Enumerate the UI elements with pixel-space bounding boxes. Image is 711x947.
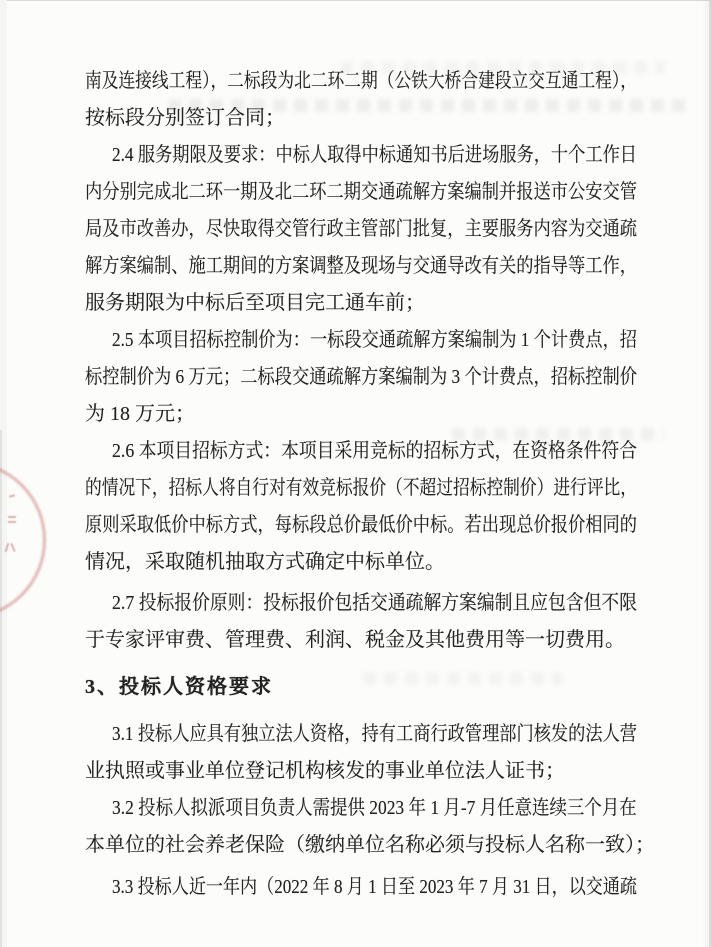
paragraph — [85, 790, 655, 864]
text-line-content: 原则采取低价中标方式，每标段总价最低价中标。若出现总价报价相同的 — [85, 514, 637, 536]
text-line-content: 服务期限为中标后至项目完工通车前； — [85, 292, 425, 314]
section-heading — [85, 669, 637, 706]
text-line-content: 局及市改善办，尽快取得交管行政主管部门批复，主要服务内容为交通疏 — [85, 218, 637, 240]
text-line-content: 3.3 投标人近一年内（2022 年 8 月 1 日至 2023 年 7 月 31 日，以交通疏 — [112, 876, 637, 898]
text-line — [85, 869, 637, 906]
text-line — [85, 137, 637, 174]
paragraph — [85, 63, 637, 137]
text-line-content: 内分别完成北二环一期及北二环二期交通疏解方案编制并报送市公安交管 — [85, 181, 637, 203]
text-line — [85, 433, 637, 470]
text-line — [85, 359, 637, 396]
text-line-content: 本单位的社会养老保险（缴纳单位名称必须与投标人名称一致）； — [85, 834, 655, 856]
text-line — [85, 827, 655, 864]
text-line-content: 按标段分别签订合同； — [85, 107, 285, 129]
text-line-content: 于专家评审费、管理费、利润、税金及其他费用等一切费用。 — [85, 629, 625, 651]
document-text — [85, 63, 655, 906]
text-line — [85, 790, 637, 827]
text-line-content: 南及连接线工程），二标段为北二环二期（公铁大桥合建段立交互通工程）， — [85, 70, 637, 92]
text-line — [85, 100, 637, 137]
text-line — [85, 285, 637, 322]
paragraph — [85, 716, 637, 790]
paragraph — [85, 322, 637, 433]
seal-text-fragment — [8, 516, 16, 518]
text-line — [85, 322, 637, 359]
text-line-content: 2.6 本项目招标方式：本项目采用竞标的招标方式，在资格条件符合 — [112, 440, 637, 462]
text-line-content: 解方案编制、施工期间的方案调整及现场与交通导改有关的指导等工作， — [85, 255, 637, 277]
text-line-content: 2.4 服务期限及要求：中标人取得中标通知书后进场服务，十个工作日 — [112, 144, 637, 166]
text-line-content: 2.5 本项目招标控制价为：一标段交通疏解方案编制为 1 个计费点，招 — [112, 329, 637, 351]
text-line-content: 3、投标人资格要求 — [85, 676, 273, 698]
scan-edge-top — [0, 0, 711, 1]
text-line — [85, 174, 637, 211]
text-line-content: 2.7 投标报价原则：投标报价包括交通疏解方案编制且应包含但不限 — [112, 592, 637, 614]
text-line — [85, 507, 637, 544]
text-line-content: 标控制价为 6 万元；二标段交通疏解方案编制为 3 个计费点，招标控制价 — [85, 366, 637, 388]
text-line-content: 3.2 投标人拟派项目负责人需提供 2023 年 1 月-7 月任意连续三个月在 — [112, 797, 637, 819]
seal-text-fragment — [8, 521, 16, 523]
text-line — [85, 585, 637, 622]
text-line — [85, 753, 637, 790]
text-line — [85, 716, 637, 753]
text-line — [85, 622, 637, 659]
paragraph — [85, 137, 637, 322]
paragraph — [85, 869, 637, 906]
scan-shade-right — [702, 0, 709, 947]
text-line-content: 情况，采取随机抽取方式确定中标单位。 — [85, 551, 445, 573]
paragraph — [85, 585, 637, 659]
text-line-content: 业执照或事业单位登记机构核发的事业单位法人证书； — [85, 760, 565, 782]
text-line — [85, 63, 637, 100]
text-line — [85, 544, 637, 581]
partial-red-seal-icon — [0, 461, 46, 619]
text-line — [85, 396, 637, 433]
text-line — [85, 211, 637, 248]
paragraph — [85, 433, 637, 581]
text-line-content: 为 18 万元； — [85, 403, 195, 425]
text-line — [85, 470, 637, 507]
text-line-content: 的情况下，招标人将自行对有效竞标报价（不超过招标控制价）进行评比， — [85, 477, 637, 499]
text-line — [85, 669, 637, 706]
text-line — [85, 248, 637, 285]
text-line-content: 3.1 投标人应具有独立法人资格，持有工商行政管理部门核发的法人营 — [112, 723, 637, 745]
